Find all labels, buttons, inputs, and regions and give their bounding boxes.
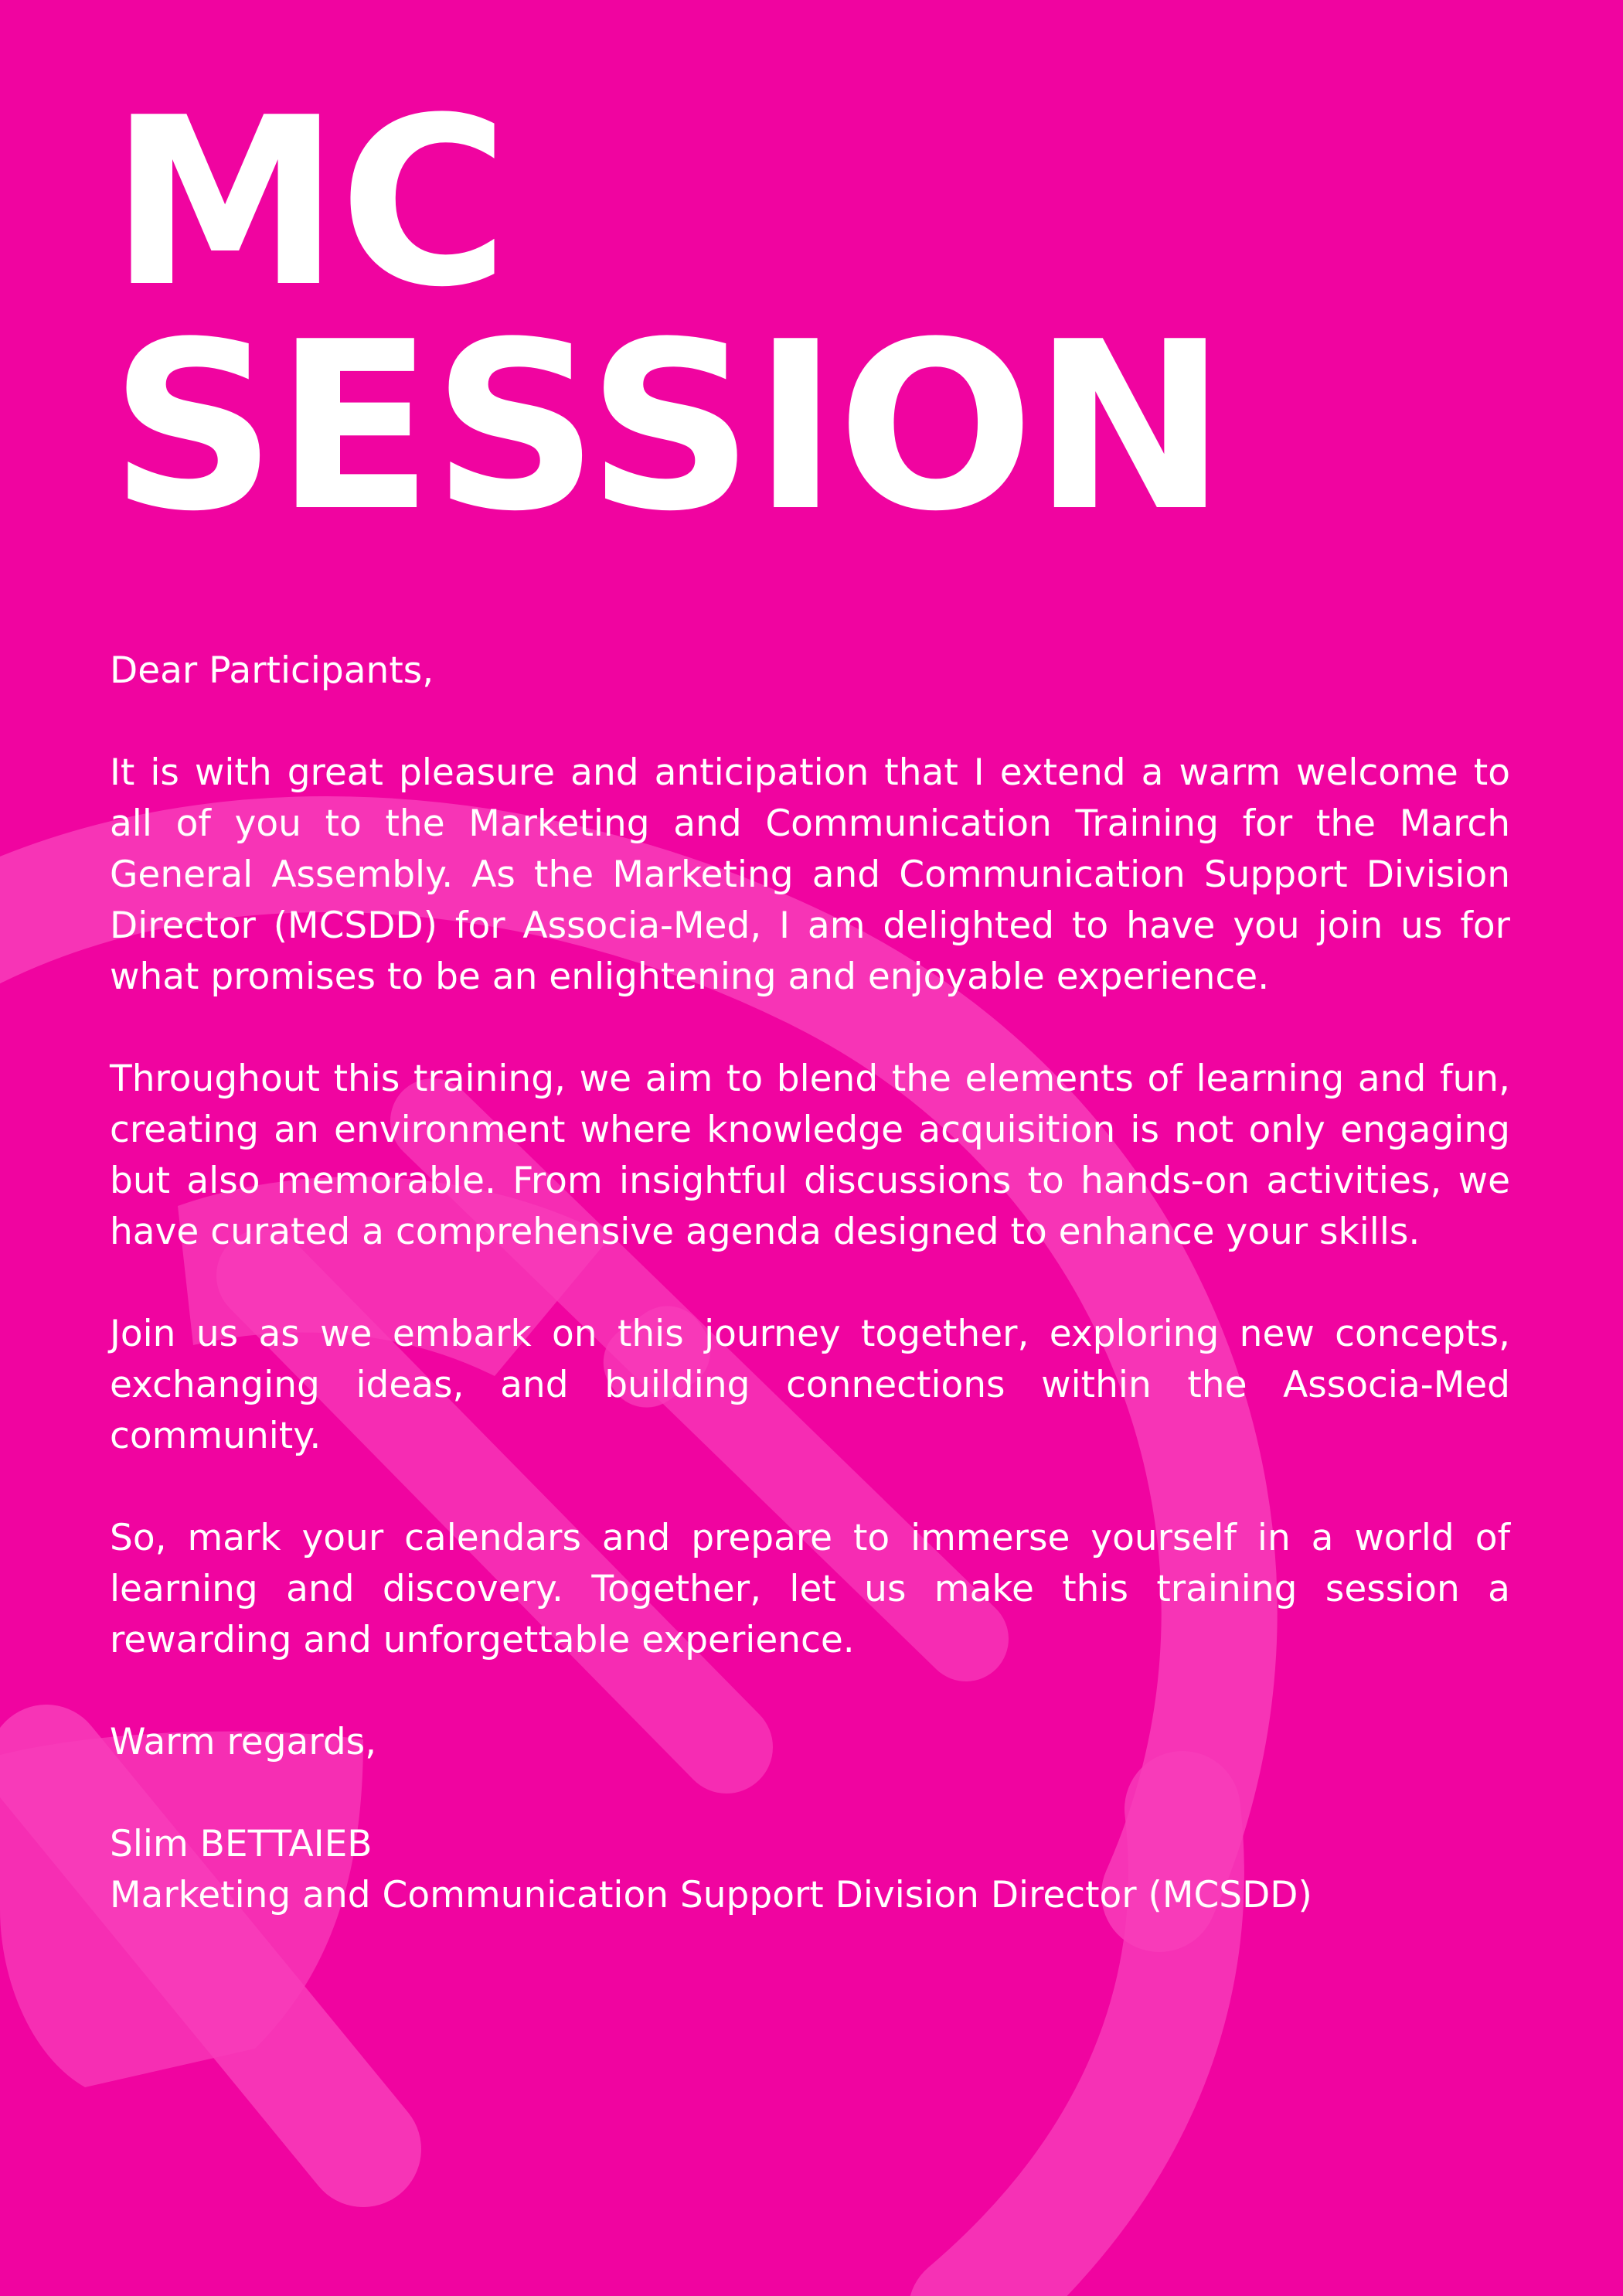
salutation: Dear Participants, bbox=[110, 649, 434, 692]
paragraph-calendar: So, mark your calendars and prepare to immerse yourself in a world of learning and discovery. Together, let us make this training session a rewarding and unforgettable experience. bbox=[110, 1517, 1510, 1661]
closing: Warm regards, bbox=[110, 1721, 377, 1763]
title-line-2: SESSION bbox=[110, 292, 1226, 562]
paragraph-training: Throughout this training, we aim to blend the elements of learning and fun, creating an environment where knowledge acquisition is not only engaging but also memorable. From insightful discussions to hands-on activities, we have curated a comprehensive agenda designed to enhance your skills. bbox=[110, 1058, 1510, 1253]
paragraph-journey: Join us as we embark on this journey together, exploring new concepts, exchanging ideas, and building connections within the Associa-Med community. bbox=[110, 1313, 1510, 1457]
letter-body bbox=[110, 646, 1510, 1921]
signature-name: Slim BETTAIEB bbox=[110, 1823, 373, 1865]
signature-block bbox=[110, 1819, 1510, 1921]
signature-role: Marketing and Communication Support Division Director (MCSDD) bbox=[110, 1874, 1312, 1916]
title-line-1: MC bbox=[110, 68, 508, 338]
page-title bbox=[110, 68, 1510, 562]
paragraph-welcome: It is with great pleasure and anticipation that I extend a warm welcome to all of you to the Marketing and Communication Training for the March General Assembly. As the Marketing and Communication Support Division Director (MCSDD) for Associa-Med, I am delighted to have you join us for what promises to be an enlightening and enjoyable experience. bbox=[110, 751, 1510, 998]
